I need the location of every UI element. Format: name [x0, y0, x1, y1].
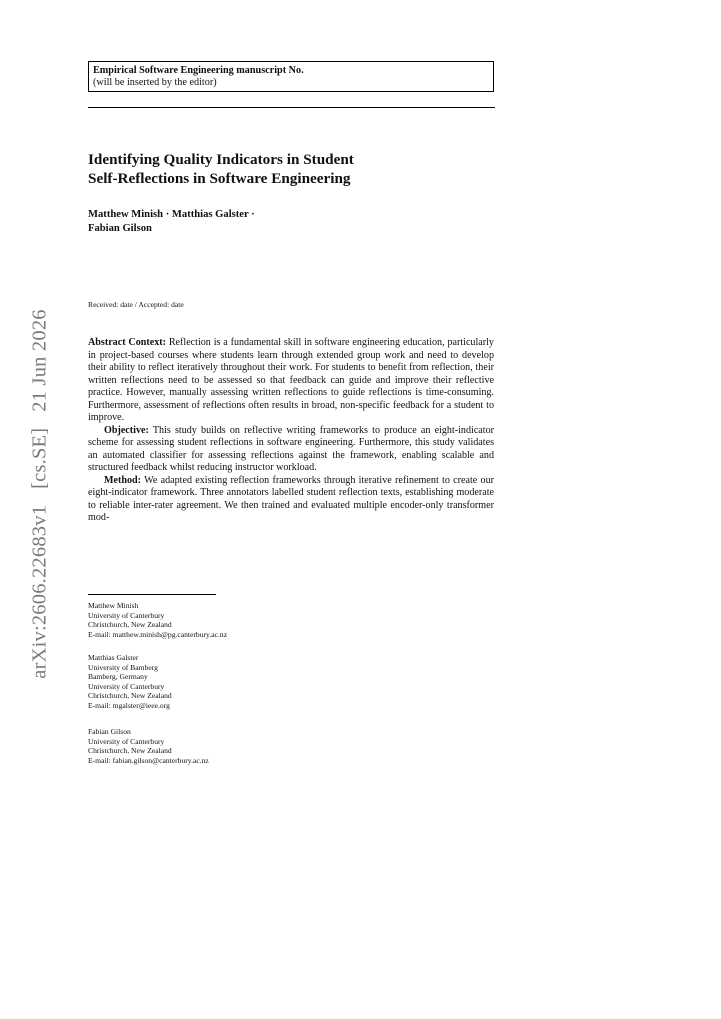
journal-name: Empirical Software Engineering manuscript No. [93, 65, 304, 76]
footnote-rule [88, 594, 216, 595]
author-separator: · [165, 209, 170, 220]
paper-title [88, 150, 508, 188]
affiliation-line: Christchurch, New Zealand [88, 620, 172, 630]
author-name: Matthew Minish [88, 209, 164, 220]
abstract-context [88, 337, 494, 425]
affiliation-line: Christchurch, New Zealand [88, 746, 172, 756]
affiliation-line: University of Canterbury [88, 681, 165, 691]
affiliation-email: E-mail: mgalster@ieee.org [88, 700, 170, 710]
arxiv-date: 21 Jun 2026 [28, 309, 51, 412]
abstract [88, 337, 494, 525]
affiliation-line: University of Canterbury [88, 610, 165, 620]
objective-label: Objective: [104, 424, 149, 436]
method-text: We adapted existing reflection frameworks through iterative refinement to create our eight-indicator framework. Three annotators labelled student reflection texts, establishing moderate to reliable inter-rater agreement. We then trained and evaluated multiple encoder-only transformer mod- [88, 474, 494, 523]
affiliation-gilson [88, 727, 388, 765]
arxiv-id: arXiv:2606.22683v1 [28, 504, 51, 679]
abstract-method [88, 475, 494, 525]
affiliation-line: Matthias Galster [88, 653, 139, 662]
affiliation-line: Fabian Gilson [88, 727, 131, 736]
affiliation-line: Matthew Minish [88, 601, 139, 610]
affiliation-galster [88, 653, 388, 711]
context-label: Context: [128, 337, 166, 348]
arxiv-stamp [29, 309, 52, 678]
affiliation-line: University of Canterbury [88, 736, 165, 746]
author-list [88, 208, 488, 236]
affiliation-email: E-mail: matthew.minish@pg.canterbury.ac.nz [88, 629, 228, 639]
header-rule [88, 107, 495, 108]
arxiv-category: [cs.SE] [28, 427, 51, 489]
editor-note: (will be inserted by the editor) [93, 77, 217, 88]
received-date: Received: date / Accepted: date [88, 300, 184, 309]
author-name: Fabian Gilson [88, 223, 152, 234]
title-line-2: Self-Reflections in Software Engineering [88, 170, 351, 187]
affiliation-line: University of Bamberg [88, 662, 158, 672]
affiliation-minish [88, 601, 388, 639]
author-name: Matthias Galster [171, 209, 249, 220]
title-line-1: Identifying Quality Indicators in Student [88, 151, 354, 168]
affiliation-email: E-mail: fabian.gilson@canterbury.ac.nz [88, 755, 209, 765]
abstract-label: Abstract [88, 337, 126, 348]
method-label: Method: [104, 474, 142, 486]
context-text: Reflection is a fundamental skill in software engineering education, particularly in project-based courses where students learn through extended group work and need to develop their ability to reflect iteratively throughout their work. For students to benefit from reflection, their written reflections need to be assessed so that feedback can guide and improve their reflective practice. However, manually assessing written reflections to guide reflections is time-consuming. Furthermore, assessment of reflections often results in broad, non-specific feedback for a student to improve. [88, 337, 494, 423]
affiliation-line: Bamberg, Germany [88, 672, 148, 682]
abstract-objective [88, 425, 494, 475]
objective-text: This study builds on reflective writing frameworks to produce an eight-indicator scheme for assessing student reflections in software engineering. Furthermore, this study validates an automated classifier for assessing reflections against the framework, enabling scalable and structured feedback whilst reducing instructor workload. [88, 424, 494, 473]
manuscript-header-box [88, 61, 494, 92]
affiliation-line: Christchurch, New Zealand [88, 691, 172, 701]
author-separator: · [251, 209, 255, 220]
